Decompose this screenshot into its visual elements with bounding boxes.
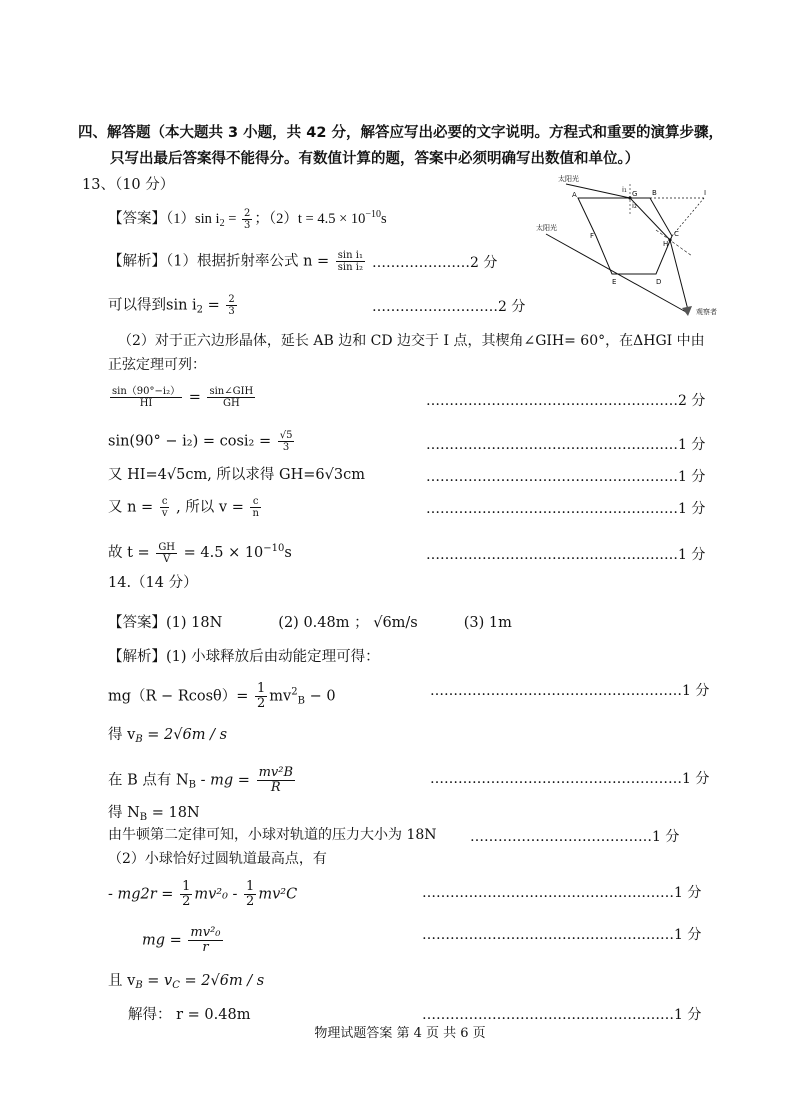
q14-eq1-score: ………………………………………………1 分	[430, 683, 710, 699]
exit-ray	[670, 240, 688, 310]
q14-eq6: mg = $\frac{\text{mv²₀}}{r}$	[142, 925, 221, 955]
fraction: $\frac{√5}{3}$	[279, 430, 293, 453]
q13-step1-score: …………………2 分	[372, 255, 498, 271]
q13-eq4: 又 n = $\frac{c}{v}$ , 所以 v = $\frac{c}{n}$	[108, 496, 259, 519]
q13-eq5-score: ………………………………………………1 分	[426, 547, 706, 563]
angle-i1-label: i₁	[622, 186, 627, 194]
q14-eq5: - mg2r = $\frac{1}{2}$ mv²₀ - $\frac{1}{2}$ mv²C	[108, 879, 298, 909]
q13-part2-line1: （2）对于正六边形晶体，延长 AB 边和 CD 边交于 I 点，其楔角∠GIH= 60°，在ΔHGI 中由	[118, 333, 705, 349]
fraction: $\frac{\text{mv²B}}{R}$	[258, 765, 293, 795]
q14-eq5-score: ………………………………………………1 分	[422, 885, 702, 901]
page-footer: 物理试题答案 第 4 页 共 6 页	[314, 1026, 486, 1041]
point-h-label: H	[663, 240, 669, 248]
section-title-line1: 四、解答题（本大题共 3 小题，共 42 分，解答应写出必要的文字说明。方程式和重要的演算步骤，	[78, 125, 723, 141]
fraction: $\frac{\text{sin∠GIH}}{GH}$	[209, 386, 254, 409]
q14-eq6-score: ………………………………………………1 分	[422, 927, 702, 943]
q13-eq2: sin(90° − i₂) = cosi₂ = $\frac{√5}{3}$	[108, 430, 293, 453]
fraction: $\frac{2}{3}$	[244, 207, 251, 231]
label-sun2: 太阳光	[536, 224, 557, 232]
q14-analysis-label: 【解析】	[108, 649, 166, 665]
fraction: $\frac{\text{sin（90°−i₂）}}{HI}$	[112, 386, 181, 409]
q14-newton: 由牛顿第二定律可知，小球对轨道的压力大小为 18N	[108, 827, 437, 843]
q13-eq5: 故 t = $\frac{GH}{V}$ = $4.5 \times 10^{-10}s$	[108, 541, 292, 565]
fraction: $\frac{GH}{V}$	[158, 541, 176, 565]
q14-eq1: mg（R − Rcosθ）= $\frac{1}{2}$ $mv^2_B - 0$	[108, 681, 336, 711]
point-i-label: I	[704, 189, 707, 197]
q14-eq8: 解得： r = 0.48m	[128, 1007, 251, 1023]
fraction: $\frac{c}{v}$	[161, 496, 168, 519]
q13-answer: 【答案】（1）sin $i_2$ = $\frac{2}{3}$ ；$(2)t = 4.5 \times 10^{-10}s$	[108, 207, 387, 231]
label-observer: 观察者	[696, 308, 717, 316]
fraction: $\frac{1}{2}$	[246, 879, 255, 909]
fraction: $\frac{2}{3}$	[228, 294, 235, 317]
angle-i2-label: i₂	[632, 202, 637, 210]
q13-eq3: 又 HI=4√5cm, 所以求得 GH=6√3cm	[108, 467, 365, 483]
q13-header: 13、（10 分）	[82, 177, 175, 193]
q14-answer-label: 【答案】	[108, 615, 166, 631]
q13-eq4-score: ………………………………………………1 分	[426, 501, 706, 517]
q14-eq3-score: ………………………………………………1 分	[430, 771, 710, 787]
q13-analysis-label: 【解析】	[108, 253, 166, 270]
q13-step2: 可以得到$\sin i_2$ = $\frac{2}{3}$	[108, 294, 235, 317]
q14-eq3: 在 B 点有 $N_B$ - mg = $\frac{\text{mv²B}}{R}$	[108, 765, 293, 795]
q14-eq4: 得 $N_B = 18N$	[108, 805, 200, 823]
point-h-marker	[668, 238, 671, 241]
section-title-line2: 只写出最后答案得不能得分。有数值计算的题，答案中必须明确写出数值和单位。）	[110, 151, 640, 167]
fraction: $\frac{1}{2}$	[182, 879, 191, 909]
vertex-c-label: C	[674, 230, 679, 238]
q13-eq3-score: ………………………………………………1 分	[426, 469, 706, 485]
label-sun1: 太阳光	[558, 175, 579, 183]
fraction: $\frac{c}{n}$	[252, 496, 259, 519]
q13-eq1: $\frac{\text{sin（90°−i₂）}}{HI}$ = $\frac{\text{sin∠GIH}}{GH}$	[112, 386, 254, 409]
q14-part2: （2）小球恰好过圆轨道最高点，有	[108, 851, 327, 867]
q13-eq1-score: ………………………………………………2 分	[426, 393, 706, 409]
hexagon-crystal-diagram	[532, 174, 717, 324]
q14-answer: 【答案】(1) 18N (2) 0.48m ； √6m/s (3) 1m	[108, 615, 512, 631]
vertex-a-label: A	[572, 191, 577, 199]
vertex-e-label: E	[612, 278, 617, 286]
vertex-d-label: D	[656, 278, 662, 286]
q13-step2-score: ………………………2 分	[372, 299, 526, 315]
q14-newton-score: …………………………………1 分	[470, 829, 680, 845]
q14-eq8-score: ………………………………………………1 分	[422, 1007, 702, 1023]
fraction: $\frac{\text{sin i₁}}{\text{sin i₂}}$	[337, 250, 363, 273]
q13-answer-label: 【答案】	[108, 211, 166, 227]
fraction: $\frac{1}{2}$	[257, 681, 266, 711]
q13-eq2-score: ………………………………………………1 分	[426, 437, 706, 453]
fraction: $\frac{\text{mv²₀}}{r}$	[190, 925, 221, 955]
q13-part2-line2: 正弦定理可列：	[108, 357, 206, 373]
point-g-label: G	[632, 190, 638, 198]
q14-header: 14.（14 分）	[108, 575, 198, 591]
vertex-b-label: B	[652, 189, 657, 197]
vertex-f-label: F	[590, 232, 595, 240]
q13-step1: 【解析】（1）根据折射率公式 n = $\frac{\text{sin i₁}}{\text{sin i₂}}$	[108, 250, 363, 273]
q14-eq7: 且 $v_B = v_C = 2√6m / s$	[108, 973, 265, 991]
q14-step1: 【解析】(1) 小球释放后由动能定理可得：	[108, 649, 380, 665]
q14-eq2: 得 $v_B = 2√6m / s$	[108, 727, 228, 745]
